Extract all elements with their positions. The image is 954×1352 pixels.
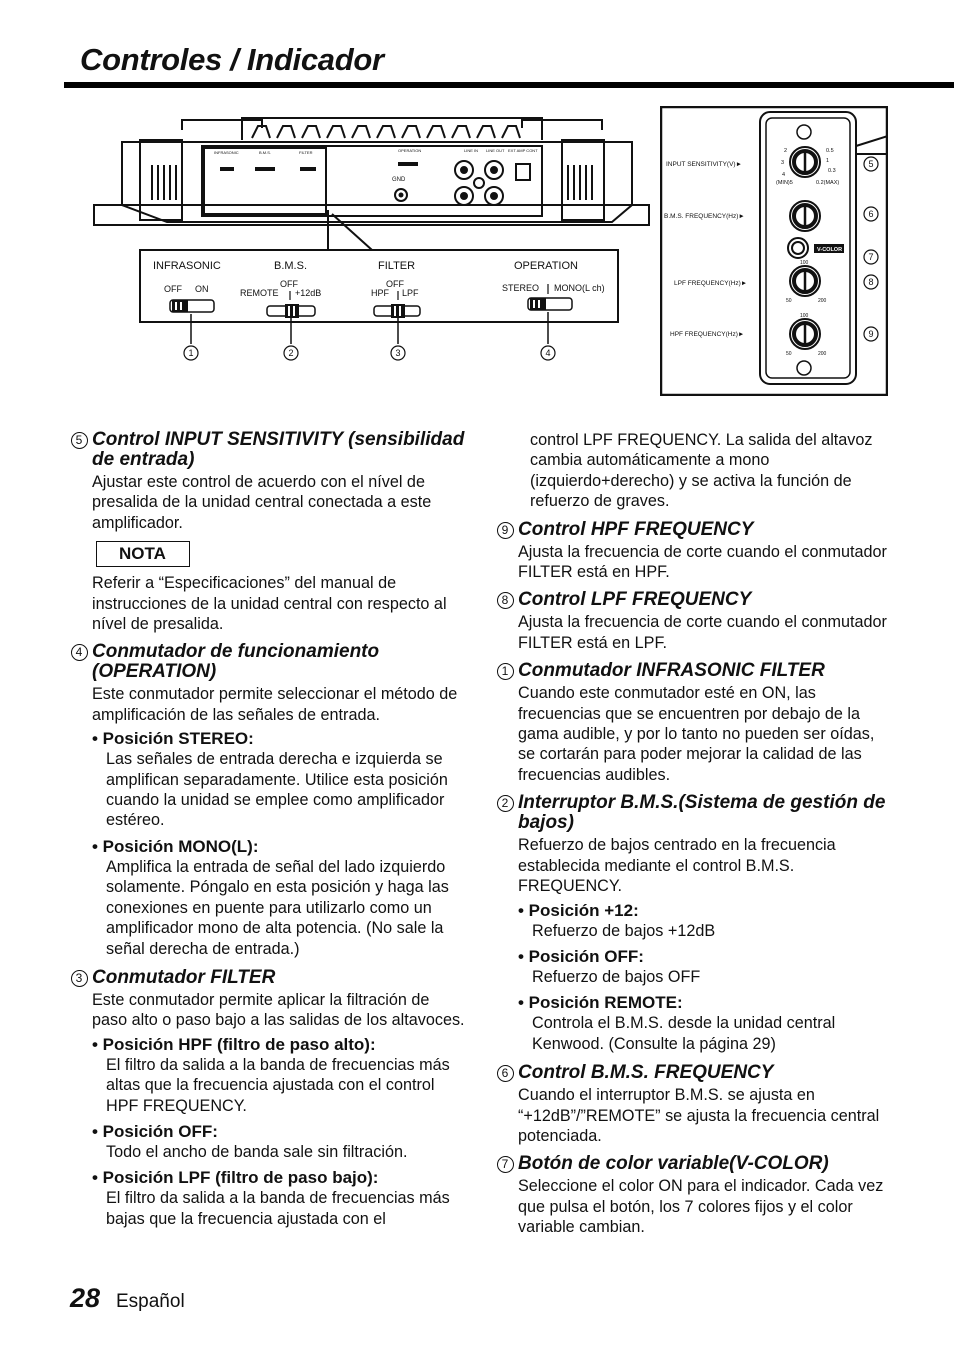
- plus12-position-body: Refuerzo de bajos +12dB: [532, 921, 716, 940]
- hpf-position-heading: • Posición HPF (filtro de paso alto):: [92, 1034, 376, 1054]
- svg-text:GND: GND: [392, 177, 406, 183]
- lpf-continuation-text: control LPF FREQUENCY. La salida del altavoz cambia automáticamente a mono (izquierdo+derecho) y se activa la función de refuerzo de graves.: [530, 431, 873, 511]
- svg-text:8: 8: [868, 277, 874, 287]
- svg-text:100: 100: [800, 260, 809, 266]
- nota-body: Referir a “Especificaciones” del manual de instrucciones de la unidad central con respecto al nível de presalida.: [92, 574, 447, 634]
- svg-text:2: 2: [288, 348, 294, 358]
- section-v-color-body: Seleccione el color ON para el indicador. Cada vez que pulsa el botón, los 7 colores fijos y el color variable cambian.: [518, 1177, 884, 1237]
- svg-text:9: 9: [868, 329, 874, 339]
- svg-text:50: 50: [786, 298, 792, 304]
- svg-text:2: 2: [784, 148, 788, 154]
- hpf-frequency-knob: [790, 319, 820, 349]
- svg-text:OFF: OFF: [386, 279, 404, 289]
- svg-text:3: 3: [781, 160, 785, 166]
- right-column: [492, 430, 892, 1246]
- page-language: Español: [116, 1291, 185, 1312]
- lpf-position-heading: • Posición LPF (filtro de paso bajo):: [92, 1168, 379, 1188]
- page-title: Controles / Indicador: [80, 42, 384, 77]
- infrasonic-switch-label: INFRASONIC: [153, 260, 221, 272]
- svg-text:EXT AMP CONT: EXT AMP CONT: [508, 148, 538, 153]
- section-infrasonic-heading: 1 Conmutador INFRASONIC FILTER: [492, 661, 892, 681]
- svg-text:7: 7: [868, 252, 874, 262]
- section-input-sensitivity-heading: 5 Control INPUT SENSITIVITY (sensibilidad de entrada): [66, 430, 466, 470]
- section-bms-frequency-body: Cuando el interruptor B.M.S. se ajusta en “+12dB”/”REMOTE” se ajusta la frecuencia central potenciada.: [518, 1086, 880, 1145]
- section-filter-heading: 3 Conmutador FILTER: [66, 968, 466, 988]
- svg-text:(MIN)5: (MIN)5: [776, 180, 793, 186]
- section-bms-frequency-heading: 6 Control B.M.S. FREQUENCY: [492, 1063, 892, 1083]
- svg-text:STEREO: STEREO: [502, 283, 540, 293]
- svg-text:OFF: OFF: [280, 279, 298, 289]
- svg-text:0.5: 0.5: [826, 148, 834, 154]
- amplifier-panel-diagram: [92, 110, 652, 400]
- hpf-position-body: El filtro da salida a la banda de frecuencias más altas que la frecuencia ajustada con el control HPF FREQUENCY.: [106, 1055, 450, 1115]
- svg-text:200: 200: [818, 298, 827, 304]
- section-v-color-heading: 7 Botón de color variable(V-COLOR): [492, 1154, 892, 1174]
- mono-position-heading: • Posición MONO(L):: [92, 836, 259, 856]
- svg-text:OPERATION: OPERATION: [398, 148, 422, 153]
- svg-text:50: 50: [786, 351, 792, 357]
- off-position-heading: • Posición OFF:: [92, 1121, 218, 1141]
- svg-text:1: 1: [188, 348, 194, 358]
- svg-text:+12dB: +12dB: [295, 288, 322, 298]
- section-infrasonic-body: Cuando este conmutador esté en ON, las frecuencias que se encuentren por debajo de la gama audible, y por lo tanto no pueden ser oídas, se cortarán para poder mejorar la calidad de las frecuencias audibles.: [518, 684, 875, 784]
- stereo-position-body: Las señales de entrada derecha e izquierda se amplifican separadamente. Utilice esta posición cuando la unidad se emplee como amplificador estéreo.: [106, 750, 448, 830]
- svg-text:5: 5: [868, 159, 874, 169]
- input-sensitivity-label: INPUT SENSITIVITY(V)►: [666, 161, 743, 168]
- section-operation-heading: 4 Conmutador de funcionamiento (OPERATION): [66, 642, 466, 682]
- svg-text:V-COLOR: V-COLOR: [817, 247, 843, 253]
- svg-text:LINE IN: LINE IN: [464, 148, 479, 153]
- heatsink-fins: [252, 126, 520, 138]
- title-rule: [64, 82, 954, 88]
- svg-text:INFRASONIC: INFRASONIC: [214, 150, 239, 155]
- section-filter-body: Este conmutador permite aplicar la filtración de paso alto o paso bajo a las salidas de los altavoces.: [92, 990, 465, 1030]
- lpf-position-body: El filtro da salida a la banda de frecuencias más bajas que la frecuencia ajustada con el: [106, 1189, 450, 1228]
- operation-switch-label: OPERATION: [514, 260, 578, 272]
- lpf-frequency-knob: [790, 266, 820, 296]
- svg-text:200: 200: [818, 351, 827, 357]
- input-sensitivity-knob: [790, 147, 820, 177]
- svg-text:ON: ON: [195, 284, 209, 294]
- svg-text:MONO(L ch): MONO(L ch): [554, 283, 605, 293]
- section-bms-heading: 2 Interruptor B.M.S.(Sistema de gestión de bajos): [492, 793, 892, 833]
- svg-text:B.M.S.: B.M.S.: [259, 150, 272, 155]
- svg-text:4: 4: [782, 172, 786, 178]
- svg-text:HPF: HPF: [371, 288, 389, 298]
- svg-text:1: 1: [826, 158, 830, 164]
- page-number: 28: [70, 1283, 101, 1313]
- svg-text:REMOTE: REMOTE: [240, 288, 279, 298]
- svg-text:100: 100: [800, 313, 809, 319]
- left-column: [66, 430, 466, 1234]
- svg-text:LPF: LPF: [402, 288, 419, 298]
- mono-position-body: Amplifica la entrada de señal del lado izquierdo solamente. Póngalo en esta posición y haga las conexiones en puente para utilizarlo como un amplificador mono de alta potencia. (No sale la señal derecha de entrada.): [106, 857, 449, 958]
- remote-position-body: Controla el B.M.S. desde la unidad central Kenwood. (Consulte la página 29): [532, 1014, 836, 1053]
- hpf-frequency-label: HPF FREQUENCY(Hz)►: [670, 331, 745, 338]
- svg-text:FILTER: FILTER: [299, 150, 313, 155]
- lpf-frequency-label: LPF FREQUENCY(Hz)►: [674, 280, 748, 287]
- svg-text:6: 6: [868, 209, 874, 219]
- section-hpf-frequency-body: Ajusta la frecuencia de corte cuando el conmutador FILTER está en HPF.: [518, 542, 887, 582]
- off-position-body: Todo el ancho de banda sale sin filtración.: [106, 1142, 408, 1161]
- svg-text:LINE OUT: LINE OUT: [486, 148, 505, 153]
- section-lpf-frequency-heading: 8 Control LPF FREQUENCY: [492, 590, 892, 610]
- bms-off-position-heading: • Posición OFF:: [518, 946, 644, 966]
- v-color-button: [788, 238, 844, 258]
- section-lpf-frequency-body: Ajusta la frecuencia de corte cuando el conmutador FILTER está en LPF.: [518, 613, 887, 652]
- svg-text:0.2(MAX): 0.2(MAX): [816, 180, 840, 186]
- bms-frequency-label: B.M.S. FREQUENCY(Hz)►: [664, 213, 745, 220]
- control-knob-panel-diagram: [660, 106, 888, 396]
- stereo-position-heading: • Posición STEREO:: [92, 729, 254, 749]
- remote-position-heading: • Posición REMOTE:: [518, 993, 683, 1013]
- nota-label: NOTA: [96, 541, 190, 567]
- section-operation-body: Este conmutador permite seleccionar el método de amplificación de las señales de entrada.: [92, 685, 458, 724]
- section-bms-body: Refuerzo de bajos centrado en la frecuencia establecida mediante el control B.M.S. FREQUENCY.: [518, 836, 836, 896]
- section-hpf-frequency-heading: 9 Control HPF FREQUENCY: [492, 520, 892, 540]
- plus12-position-heading: • Posición +12:: [518, 900, 639, 920]
- svg-text:3: 3: [395, 348, 401, 358]
- filter-switch-label: FILTER: [378, 260, 416, 272]
- svg-text:4: 4: [545, 348, 551, 358]
- bms-switch-label: B.M.S.: [274, 260, 308, 272]
- bms-off-position-body: Refuerzo de bajos OFF: [532, 967, 701, 986]
- svg-text:OFF: OFF: [164, 284, 182, 294]
- bms-frequency-knob: [790, 201, 820, 231]
- svg-text:0.3: 0.3: [828, 168, 836, 174]
- section-input-sensitivity-body: Ajustar este control de acuerdo con el nível de presalida de la unidad central conectada a este amplificador.: [92, 473, 432, 532]
